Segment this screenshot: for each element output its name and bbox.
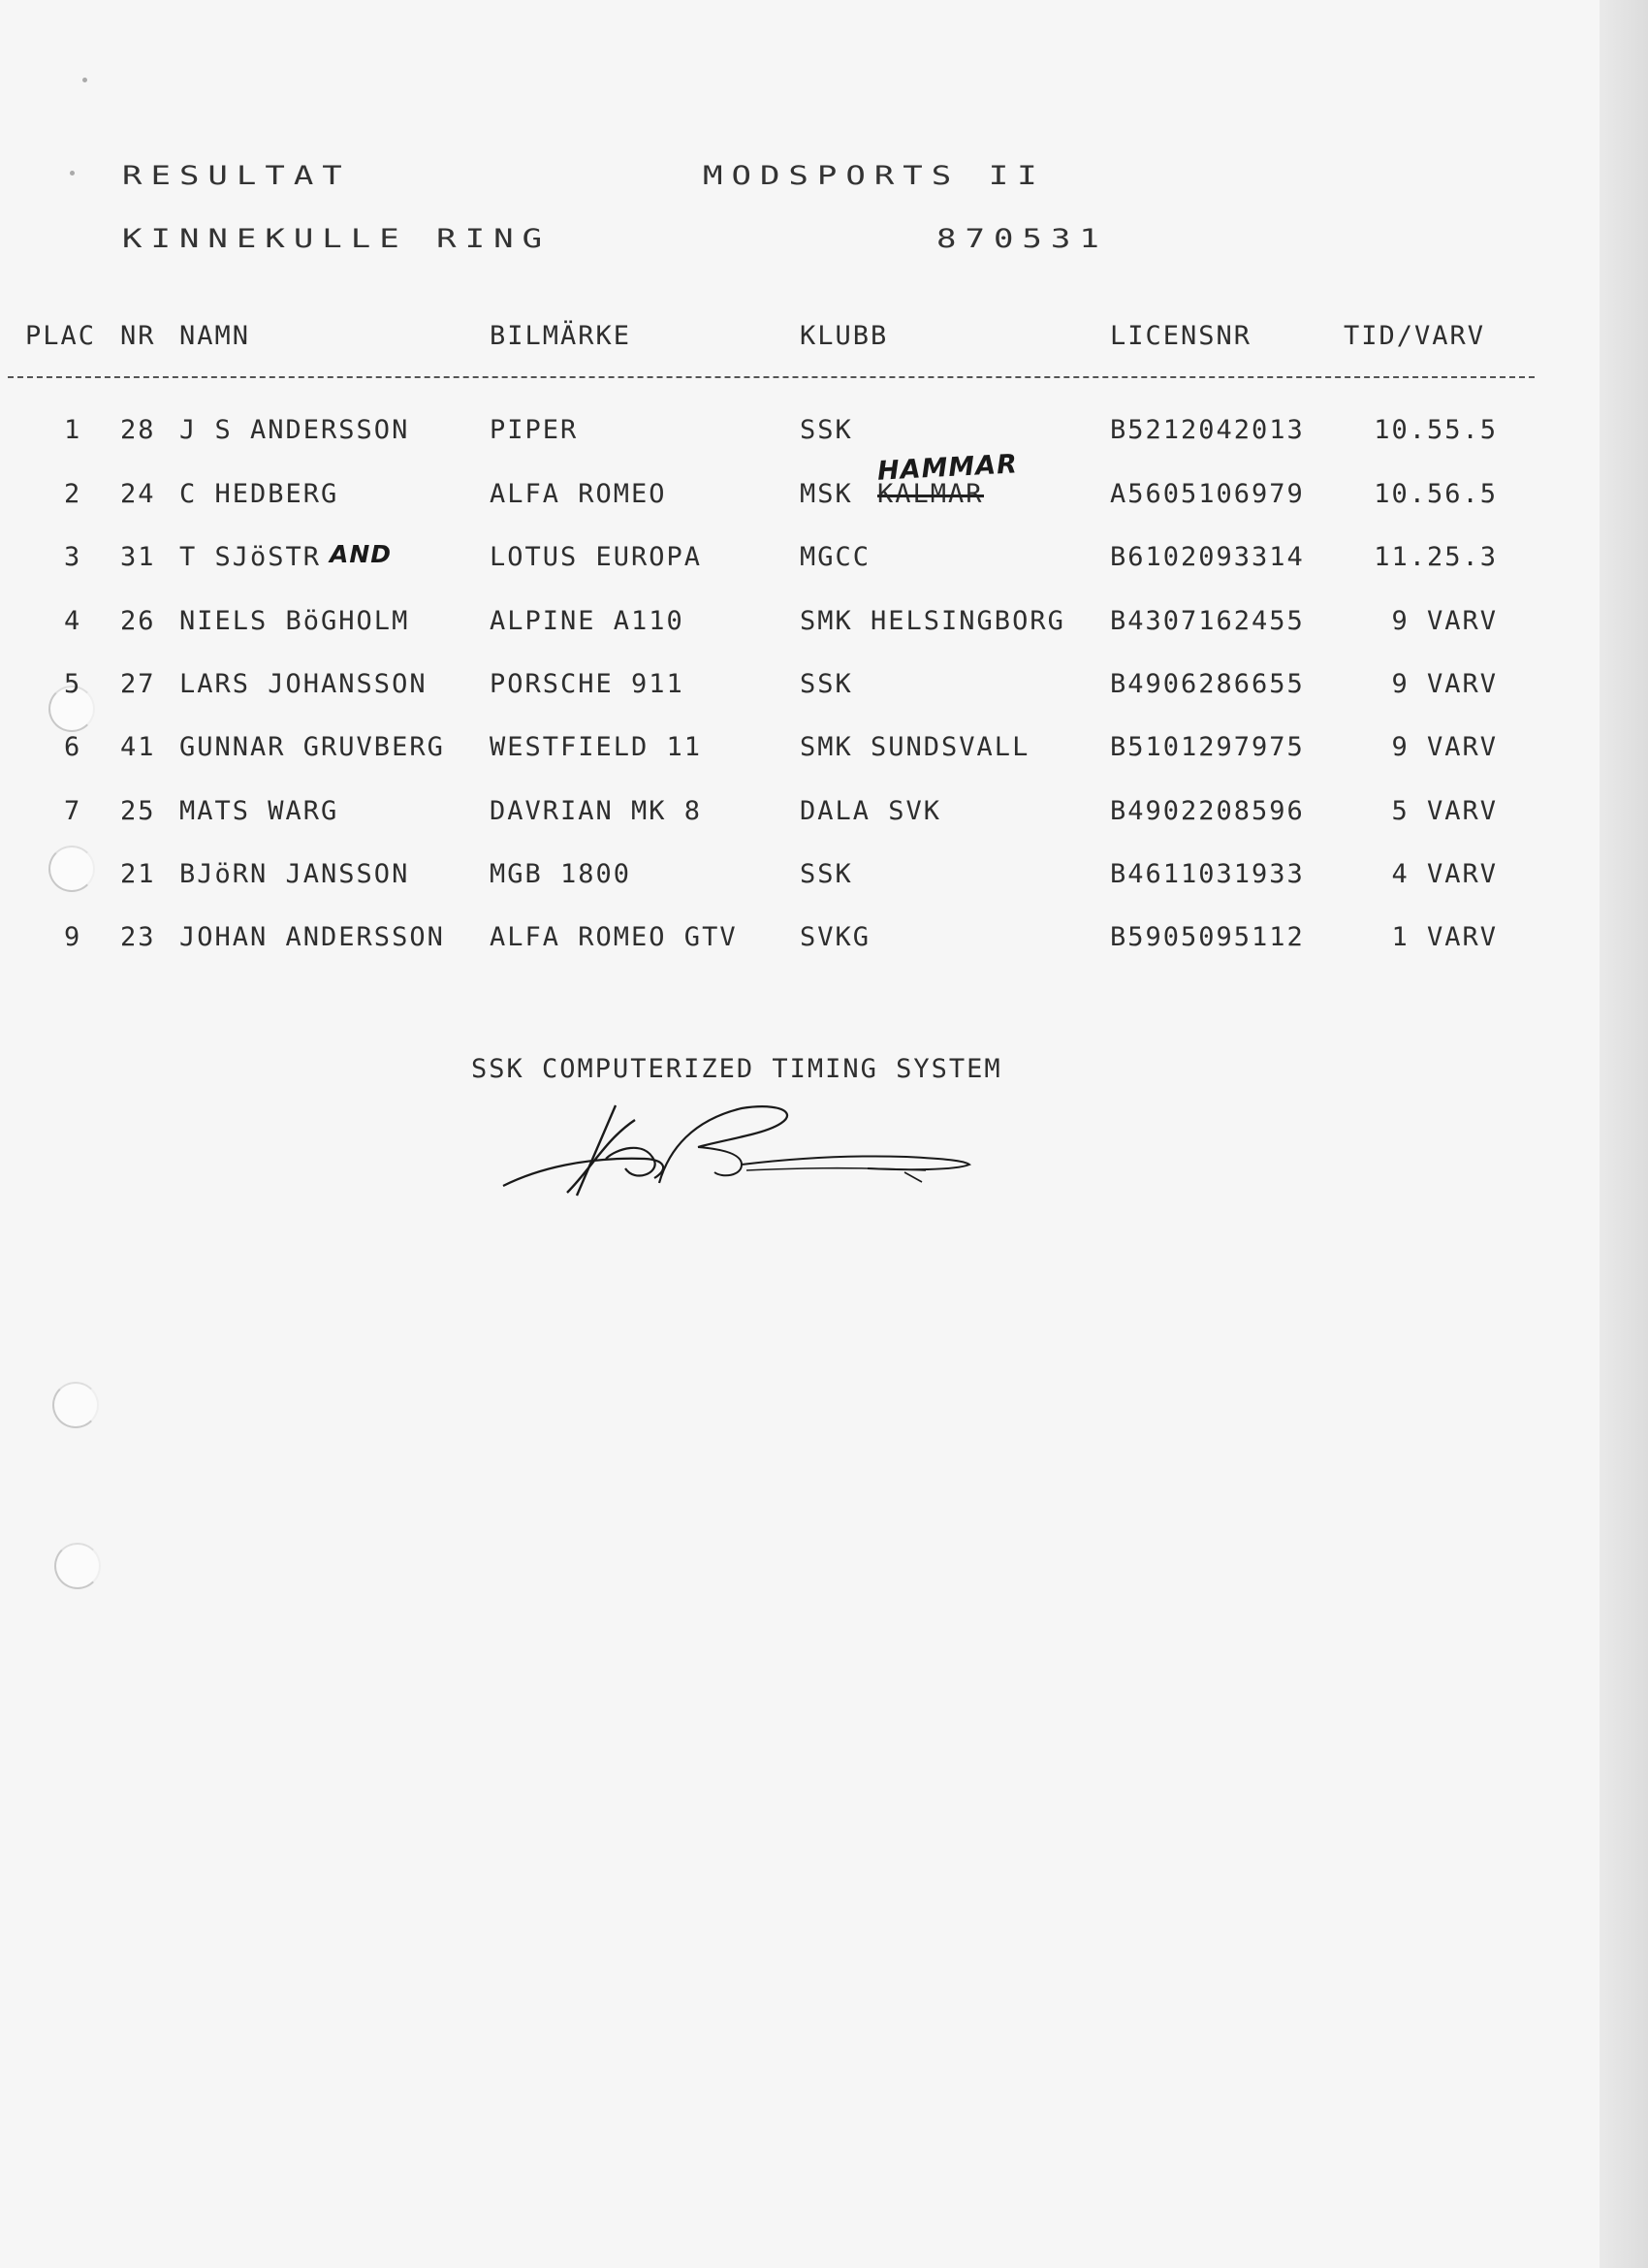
cell-namn: J S ANDERSSON	[179, 415, 410, 445]
header-title-left: RESULTAT	[122, 161, 351, 192]
column-header-plac: PLAC	[25, 321, 97, 351]
cell-bilmarke: PIPER	[490, 415, 579, 445]
punch-hole	[48, 846, 95, 892]
cell-bilmarke: DAVRIAN MK 8	[490, 796, 703, 826]
cell-bilmarke: MGB 1800	[490, 859, 632, 889]
handwritten-name-correction: AND	[330, 540, 393, 568]
cell-klubb: SMK HELSINGBORG	[800, 606, 1065, 636]
cell-plac: 4	[64, 606, 82, 636]
column-header-tid: TID/VARV	[1344, 321, 1486, 351]
column-header-namn: NAMN	[179, 321, 251, 351]
cell-tid: 5 VARV	[1391, 796, 1498, 826]
cell-licensnr: B5101297975	[1110, 732, 1305, 762]
cell-klubb: SSK	[800, 415, 853, 445]
column-header-bilmarke: BILMÄRKE	[490, 321, 632, 351]
cell-nr: 25	[120, 796, 156, 826]
cell-nr: 24	[120, 479, 156, 509]
signature-image	[499, 1101, 974, 1198]
cell-tid: 1 VARV	[1391, 922, 1498, 952]
cell-bilmarke: ALFA ROMEO GTV	[490, 922, 738, 952]
cell-bilmarke: WESTFIELD 11	[490, 732, 703, 762]
cell-klubb: DALA SVK	[800, 796, 942, 826]
cell-plac: 1	[64, 415, 82, 445]
cell-bilmarke: LOTUS EUROPA	[490, 542, 703, 572]
cell-tid: 9 VARV	[1391, 732, 1498, 762]
cell-klubb: SVKG	[800, 922, 872, 952]
cell-licensnr: B4902208596	[1110, 796, 1305, 826]
cell-namn: T SJöSTR	[179, 542, 322, 572]
cell-plac: 7	[64, 796, 82, 826]
cell-tid: 9 VARV	[1391, 669, 1498, 699]
cell-tid: 9 VARV	[1391, 606, 1498, 636]
cell-nr: 31	[120, 542, 156, 572]
cell-nr: 27	[120, 669, 156, 699]
cell-licensnr: B5212042013	[1110, 415, 1305, 445]
header-title-right: MODSPORTS II	[703, 161, 1046, 192]
paper-speck	[82, 78, 87, 82]
column-header-licensnr: LICENSNR	[1110, 321, 1252, 351]
punch-hole	[54, 1543, 101, 1589]
cell-klubb: SSK	[800, 859, 853, 889]
cell-klubb-struck: KALMAR	[877, 479, 984, 509]
cell-namn: GUNNAR GRUVBERG	[179, 732, 445, 762]
cell-licensnr: A5605106979	[1110, 479, 1305, 509]
cell-bilmarke: ALFA ROMEO	[490, 479, 667, 509]
cell-namn: MATS WARG	[179, 796, 339, 826]
cell-plac: 9	[64, 922, 82, 952]
cell-plac: 2	[64, 479, 82, 509]
cell-nr: 21	[120, 859, 156, 889]
cell-tid: 10.55.5	[1374, 415, 1498, 445]
cell-namn: LARS JOHANSSON	[179, 669, 428, 699]
cell-klubb: SSK	[800, 669, 853, 699]
cell-tid: 10.56.5	[1374, 479, 1498, 509]
cell-nr: 23	[120, 922, 156, 952]
cell-plac: 5	[64, 669, 82, 699]
cell-plac: 3	[64, 542, 82, 572]
footer-system-label: SSK COMPUTERIZED TIMING SYSTEM	[471, 1054, 1002, 1084]
cell-nr: 41	[120, 732, 156, 762]
column-header-nr: NR	[120, 321, 156, 351]
cell-licensnr: B4611031933	[1110, 859, 1305, 889]
punch-hole	[52, 1382, 99, 1428]
cell-licensnr: B5905095112	[1110, 922, 1305, 952]
cell-licensnr: B6102093314	[1110, 542, 1305, 572]
cell-tid: 4 VARV	[1391, 859, 1498, 889]
header-divider	[8, 376, 1535, 378]
cell-bilmarke: PORSCHE 911	[490, 669, 684, 699]
header-venue: KINNEKULLE RING	[122, 224, 552, 255]
column-header-klubb: KLUBB	[800, 321, 889, 351]
cell-licensnr: B4906286655	[1110, 669, 1305, 699]
cell-klubb: MSK	[800, 479, 853, 509]
cell-namn: C HEDBERG	[179, 479, 339, 509]
cell-namn: BJöRN JANSSON	[179, 859, 410, 889]
cell-licensnr: B4307162455	[1110, 606, 1305, 636]
cell-plac: 6	[64, 732, 82, 762]
handwritten-klubb-correction: HAMMAR	[876, 449, 1019, 487]
page-edge-shadow	[1600, 0, 1648, 2268]
header-date: 870531	[936, 224, 1108, 255]
cell-bilmarke: ALPINE A110	[490, 606, 684, 636]
cell-namn: NIELS BöGHOLM	[179, 606, 410, 636]
cell-namn: JOHAN ANDERSSON	[179, 922, 445, 952]
paper-speck	[70, 171, 75, 176]
cell-klubb: SMK SUNDSVALL	[800, 732, 1030, 762]
cell-nr: 26	[120, 606, 156, 636]
cell-nr: 28	[120, 415, 156, 445]
cell-tid: 11.25.3	[1374, 542, 1498, 572]
cell-klubb: MGCC	[800, 542, 872, 572]
